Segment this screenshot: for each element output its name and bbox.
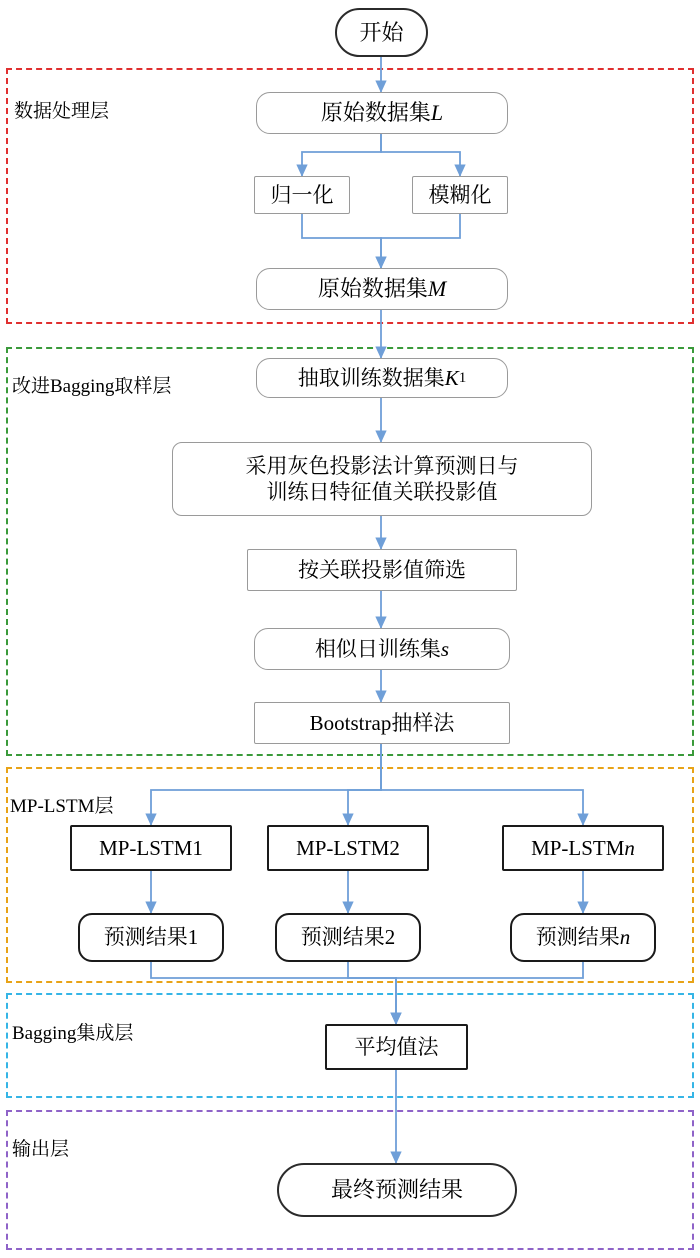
prediction-result-2-index: 2 <box>384 925 396 950</box>
node-grey-projection[interactable]: 采用灰色投影法计算预测日与 训练日特征值关联投影值 <box>172 442 592 516</box>
prediction-result-1-index: 1 <box>187 925 199 950</box>
layer-label-improved-bagging-sampling: 改进Bagging取样层 <box>12 376 172 397</box>
mp-lstm-n-index: n <box>624 835 635 860</box>
node-mp-lstm-1[interactable]: MP-LSTM 1 <box>70 825 232 871</box>
node-normalize[interactable]: 归一化 <box>254 176 350 214</box>
raw-dataset-l-variable: L <box>430 100 444 126</box>
node-prediction-result-n[interactable]: 预测结果 n <box>510 913 656 962</box>
layer-label-bagging-ensemble: Bagging集成层 <box>12 1023 134 1044</box>
node-filter-by-projection[interactable]: 按关联投影值筛选 <box>247 549 517 591</box>
similar-day-set-variable: s <box>440 636 450 661</box>
raw-dataset-m-variable: M <box>427 276 447 302</box>
node-extract-training-set[interactable]: 抽取训练数据集 K 1 <box>256 358 508 398</box>
node-bootstrap-sampling[interactable]: Bootstrap抽样法 <box>254 702 510 744</box>
layer-label-data-processing: 数据处理层 <box>14 101 110 122</box>
node-mp-lstm-n[interactable]: MP-LSTM n <box>502 825 664 871</box>
node-final-prediction-result[interactable]: 最终预测结果 <box>277 1163 517 1217</box>
node-start[interactable]: 开始 <box>335 8 428 57</box>
layer-label-output: 输出层 <box>12 1139 70 1160</box>
prediction-result-n-index: n <box>619 925 631 950</box>
layer-label-mp-lstm: MP-LSTM层 <box>10 796 114 817</box>
extract-training-variable: K <box>444 365 459 390</box>
node-mp-lstm-2[interactable]: MP-LSTM 2 <box>267 825 429 871</box>
node-prediction-result-1[interactable]: 预测结果 1 <box>78 913 224 962</box>
mp-lstm-1-index: 1 <box>192 835 203 860</box>
node-average-method[interactable]: 平均值法 <box>325 1024 468 1070</box>
mp-lstm-2-index: 2 <box>389 835 400 860</box>
node-raw-dataset-m[interactable]: 原始数据集 M <box>256 268 508 310</box>
node-raw-dataset-l[interactable]: 原始数据集 L <box>256 92 508 134</box>
node-fuzzify[interactable]: 模糊化 <box>412 176 508 214</box>
node-prediction-result-2[interactable]: 预测结果 2 <box>275 913 421 962</box>
extract-training-subscript: 1 <box>458 369 467 386</box>
node-similar-day-training-set[interactable]: 相似日训练集 s <box>254 628 510 670</box>
